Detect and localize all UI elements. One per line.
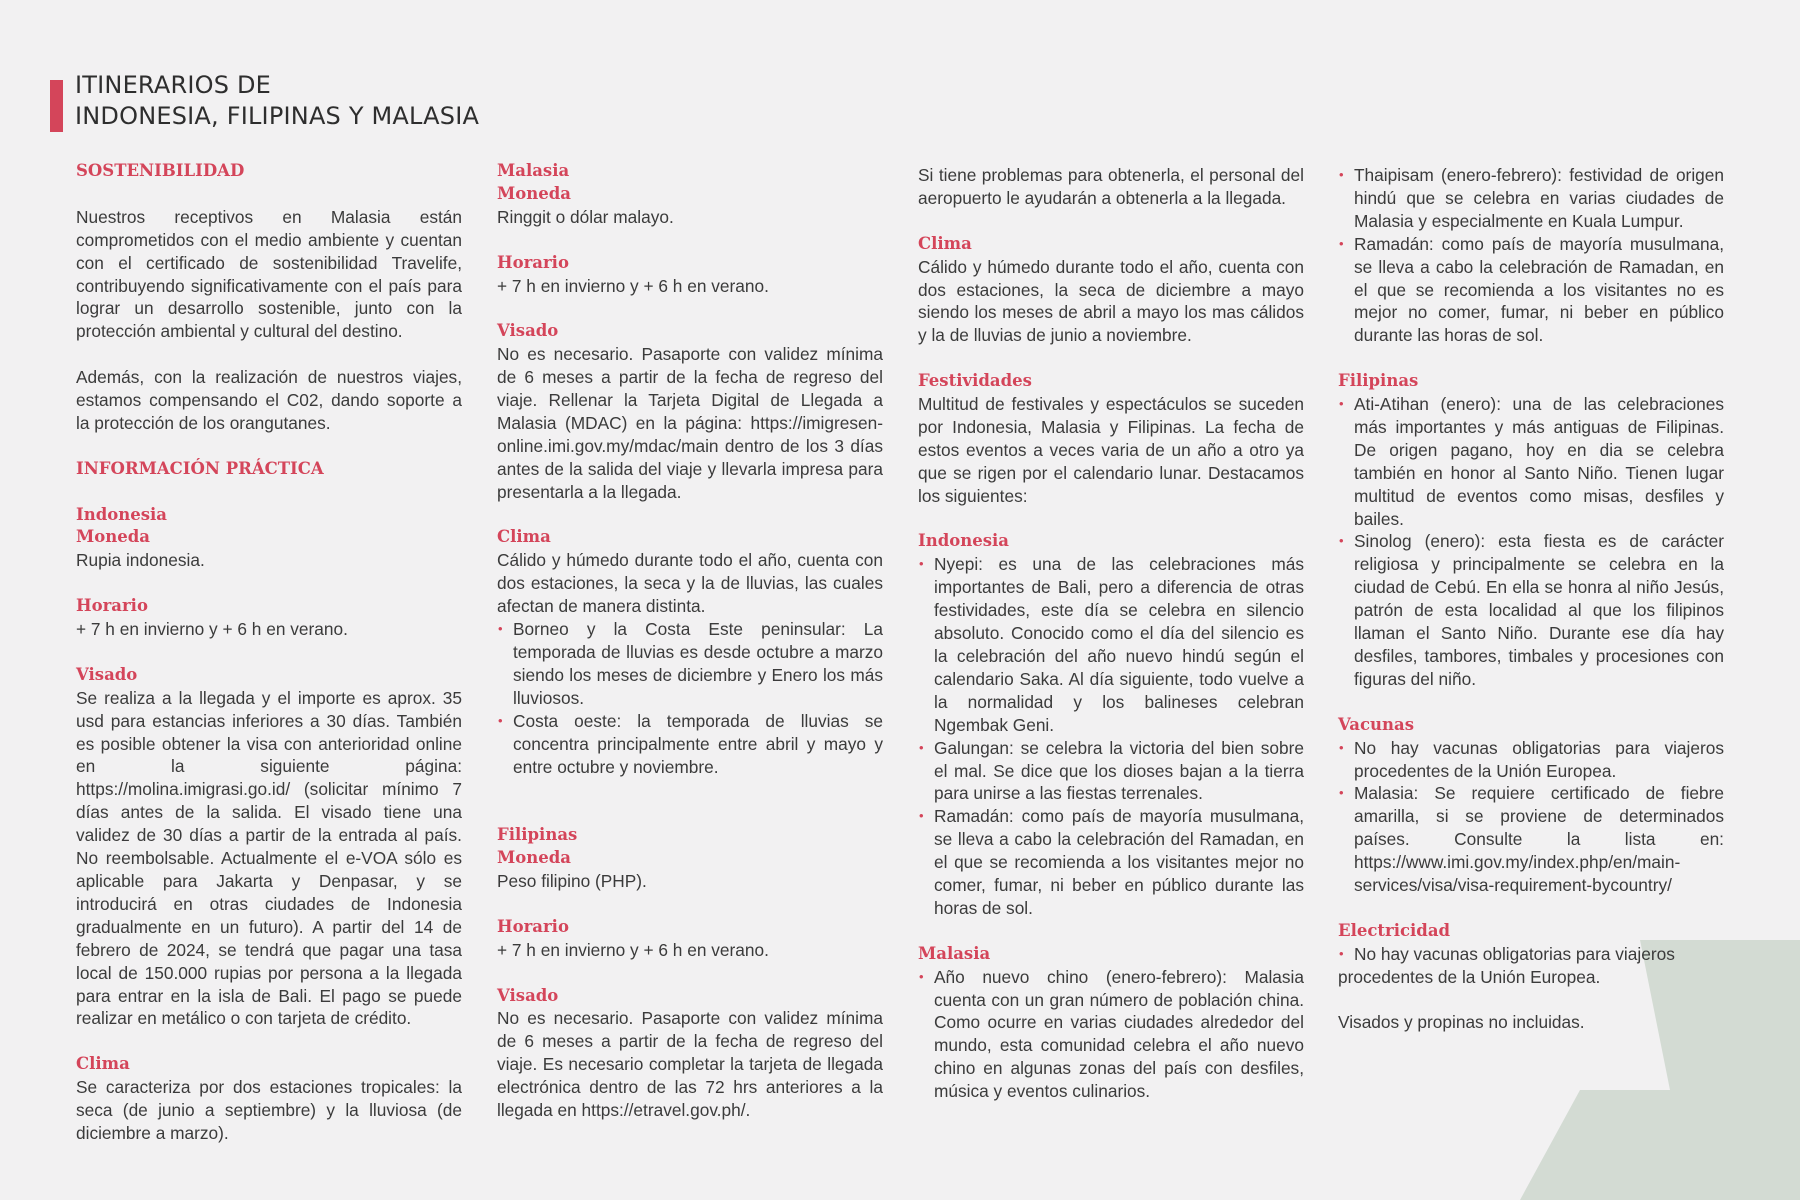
- list-item: • Ramadán: como país de mayoría musulmana, se lleva a cabo la celebración de Ramadan, en el que se recomienda a los visitantes no es mejor no comer, fumar, ni beber en público durante las horas de sol.: [1338, 233, 1724, 348]
- festividades-text: Multitud de festivales y espectáculos se suceden por Indonesia, Malasia y Filipinas. La fecha de estos eventos a veces varia de un año a otro ya que se rigen por el calendario lunar. Destacamos los siguientes:: [918, 394, 1304, 506]
- moneda-text: Rupia indonesia.: [76, 550, 205, 571]
- vacunas-label: Vacunas: [1338, 714, 1414, 734]
- indonesia-festivals-list: [918, 553, 1304, 920]
- vacunas-list: [1338, 737, 1724, 897]
- list-item: • Costa oeste: la temporada de lluvias se concentra principalmente entre abril y mayo y entre octubre y noviembre.: [497, 710, 883, 779]
- list-item: • Galungan: se celebra la victoria del bien sobre el mal. Se dice que los dioses bajan a la tierra para unirse a las fiestas terrenales.: [918, 737, 1304, 806]
- visado-label: Visado: [497, 321, 559, 341]
- list-item: • Año nuevo chino (enero-febrero): Malasia cuenta con un gran número de población china. Como ocurre en varias ciudades alrededor del mundo, esta comunidad celebra el año nuevo chino en algunas zonas del país con desfiles, música y eventos culinarios.: [918, 966, 1304, 1103]
- malasia-festivals-list: [918, 966, 1304, 1103]
- country-heading-indonesia: Indonesia: [76, 504, 167, 524]
- horario-text: + 7 h en invierno y + 6 h en verano.: [497, 939, 769, 960]
- clima-list: [497, 618, 883, 778]
- list-item: • Nyepi: es una de las celebraciones más importantes de Bali, pero a diferencia de otras festividades, este día se celebra en silencio absoluto. Conocido como el día del silencio es la celebración del año nuevo hindú según el calendario Saka. Al día siguiente, todo vuelve a la normalidad y los balineses celebran Ngembak Geni.: [918, 553, 1304, 736]
- list-item: • No hay vacunas obligatorias para viajeros procedentes de la Unión Europea.: [1338, 737, 1724, 783]
- visado-text: No es necesario. Pasaporte con validez mínima de 6 meses a partir de la fecha de regreso del viaje. Rellenar la Tarjeta Digital de Llegada a Malasia (MDAC) en la página: https://imigresen-online.imi.gov.my/mdac/main dentro de los 3 días antes de la salida del viaje y llevarla impresa para presentarla a la llegada.: [497, 344, 883, 502]
- column-1: [76, 160, 462, 1145]
- moneda-label: Moneda: [497, 183, 571, 203]
- visa-help-text: Si tiene problemas para obtenerla, el personal del aeropuerto le ayudarán a obtenerla a la llegada.: [918, 165, 1304, 208]
- visado-text: No es necesario. Pasaporte con validez mínima de 6 meses a partir de la fecha de regreso del viaje. Es necesario completar la tarjeta de llegada electrónica dentro de las 72 hrs anteriores a la llegada en https://etravel.gov.ph/.: [497, 1008, 883, 1121]
- title-line-2: INDONESIA, FILIPINAS Y MALASIA: [75, 102, 480, 130]
- electricidad-continuation: procedentes de la Unión Europea.: [1338, 966, 1601, 987]
- list-item: • Ramadán: como país de mayoría musulmana, se lleva a cabo la celebración del Ramadan, en el que se recomienda a los visitantes mejor no comer, fumar, ni beber en público durante las horas de sol.: [918, 805, 1304, 920]
- clima-label: Clima: [76, 1054, 130, 1074]
- electricidad-label: Electricidad: [1338, 920, 1451, 940]
- clima-text: Se caracteriza por dos estaciones tropicales: la seca (de junio a septiembre) y la lluviosa (de diciembre a marzo).: [76, 1077, 462, 1143]
- festividades-indonesia-label: Indonesia: [918, 531, 1009, 551]
- festividades-malasia-label: Malasia: [918, 943, 991, 963]
- list-item: • Malasia: Se requiere certificado de fiebre amarilla, si se proviene de determinados países. Consulte la lista en: https://www.imi.gov.my/index.php/en/main-services/visa/visa-requirement-bycountry/: [1338, 782, 1724, 897]
- clima-text: Cálido y húmedo durante todo el año, cuenta con dos estaciones, la seca de diciembre a mayo siendo los meses de abril a mayo los mas cálidos y la de lluvias de junio a noviembre.: [918, 256, 1304, 346]
- clima-label: Clima: [497, 527, 551, 547]
- list-item: • Thaipisam (enero-febrero): festividad de origen hindú que se celebra en varias ciudades de Malasia y especialmente en Kuala Lumpur.: [1338, 164, 1724, 233]
- list-item: • Ati-Atihan (enero): una de las celebraciones más importantes y más antiguas de Filipinas. De origen pagano, hoy en dia se celebra también en honor al Santo Niño. Tienen lugar multitud de eventos como misas, desfiles y bailes.: [1338, 393, 1724, 530]
- footer-note: Visados y propinas no incluidas.: [1338, 1012, 1585, 1033]
- moneda-text: Peso filipino (PHP).: [497, 871, 647, 892]
- clima-label: Clima: [918, 233, 972, 253]
- festividades-filipinas-label: Filipinas: [1338, 371, 1419, 391]
- horario-label: Horario: [497, 916, 569, 936]
- horario-label: Horario: [76, 596, 148, 616]
- title-accent-bar: [50, 80, 63, 132]
- festividades-label: Festividades: [918, 371, 1032, 391]
- sostenibilidad-paragraph-1: Nuestros receptivos en Malasia están comprometidos con el medio ambiente y cuentan con el certificado de sostenibilidad Travelife, contribuyendo significativamente con el país para lograr un desarrollo sostenible, junto con la protección ambiental y cultural del destino.: [76, 206, 462, 342]
- moneda-label: Moneda: [497, 848, 571, 868]
- column-2: [497, 160, 883, 1122]
- filipinas-festivals-list: [1338, 393, 1724, 691]
- list-item: • No hay vacunas obligatorias para viajeros: [1338, 943, 1724, 966]
- country-heading-filipinas: Filipinas: [497, 825, 578, 845]
- sostenibilidad-paragraph-2: Además, con la realización de nuestros viajes, estamos compensando el C02, dando soporte a la protección de los orangutanes.: [76, 367, 462, 433]
- column-3: [918, 160, 1304, 1103]
- visado-label: Visado: [76, 664, 138, 684]
- malasia-festivals-list-continued: [1338, 164, 1724, 347]
- visado-label: Visado: [497, 985, 559, 1005]
- title-line-1: ITINERARIOS DE: [75, 71, 272, 99]
- clima-text: Cálido y húmedo durante todo el año, cuenta con dos estaciones, la seca y la de lluvias, las cuales afectan de manera distinta.: [497, 550, 883, 617]
- page-title: [75, 70, 479, 132]
- electricidad-list: [1338, 943, 1724, 966]
- horario-text: + 7 h en invierno y + 6 h en verano.: [76, 619, 348, 640]
- visado-text: Se realiza a la llegada y el importe es aprox. 35 usd para estancias inferiores a 30 días. También es posible obtener la visa con anterioridad online en la siguiente página: https://molina.imigrasi.go.id/ (solicitar mínimo 7 días antes de la salida. El visado tiene una validez de 30 días a partir de la entrada al país. No reembolsable. Actualmente el e-VOA sólo es aplicable para Jakarta y Denpasar, y se introducirá en otras ciudades de Indonesia gradualmente en un futuro). A partir del 14 de febrero de 2024, se tendrá que pagar una tasa local de 150.000 rupias por persona a la llegada para entrar en la isla de Bali. El pago se puede realizar en metálico o con tarjeta de crédito.: [76, 687, 462, 1029]
- section-heading-informacion-practica: INFORMACIÓN PRÁCTICA: [76, 458, 324, 478]
- horario-text: + 7 h en invierno y + 6 h en verano.: [497, 275, 769, 296]
- moneda-label: Moneda: [76, 527, 150, 547]
- column-4: [1338, 160, 1724, 1034]
- list-item: • Sinolog (enero): esta fiesta es de carácter religiosa y principalmente se celebra en la ciudad de Cebú. En ella se honra al niño Jesús, patrón de esta localidad al que los filipinos llaman el Santo Niño. Durante ese día hay desfiles, tambores, timbales y procesiones con figuras del niño.: [1338, 530, 1724, 690]
- list-item: • Borneo y la Costa Este peninsular: La temporada de lluvias es desde octubre a marzo siendo los meses de diciembre y Enero los más lluviosos.: [497, 618, 883, 710]
- country-heading-malasia: Malasia: [497, 161, 570, 180]
- horario-label: Horario: [497, 252, 569, 272]
- moneda-text: Ringgit o dólar malayo.: [497, 206, 674, 227]
- section-heading-sostenibilidad: SOSTENIBILIDAD: [76, 161, 245, 180]
